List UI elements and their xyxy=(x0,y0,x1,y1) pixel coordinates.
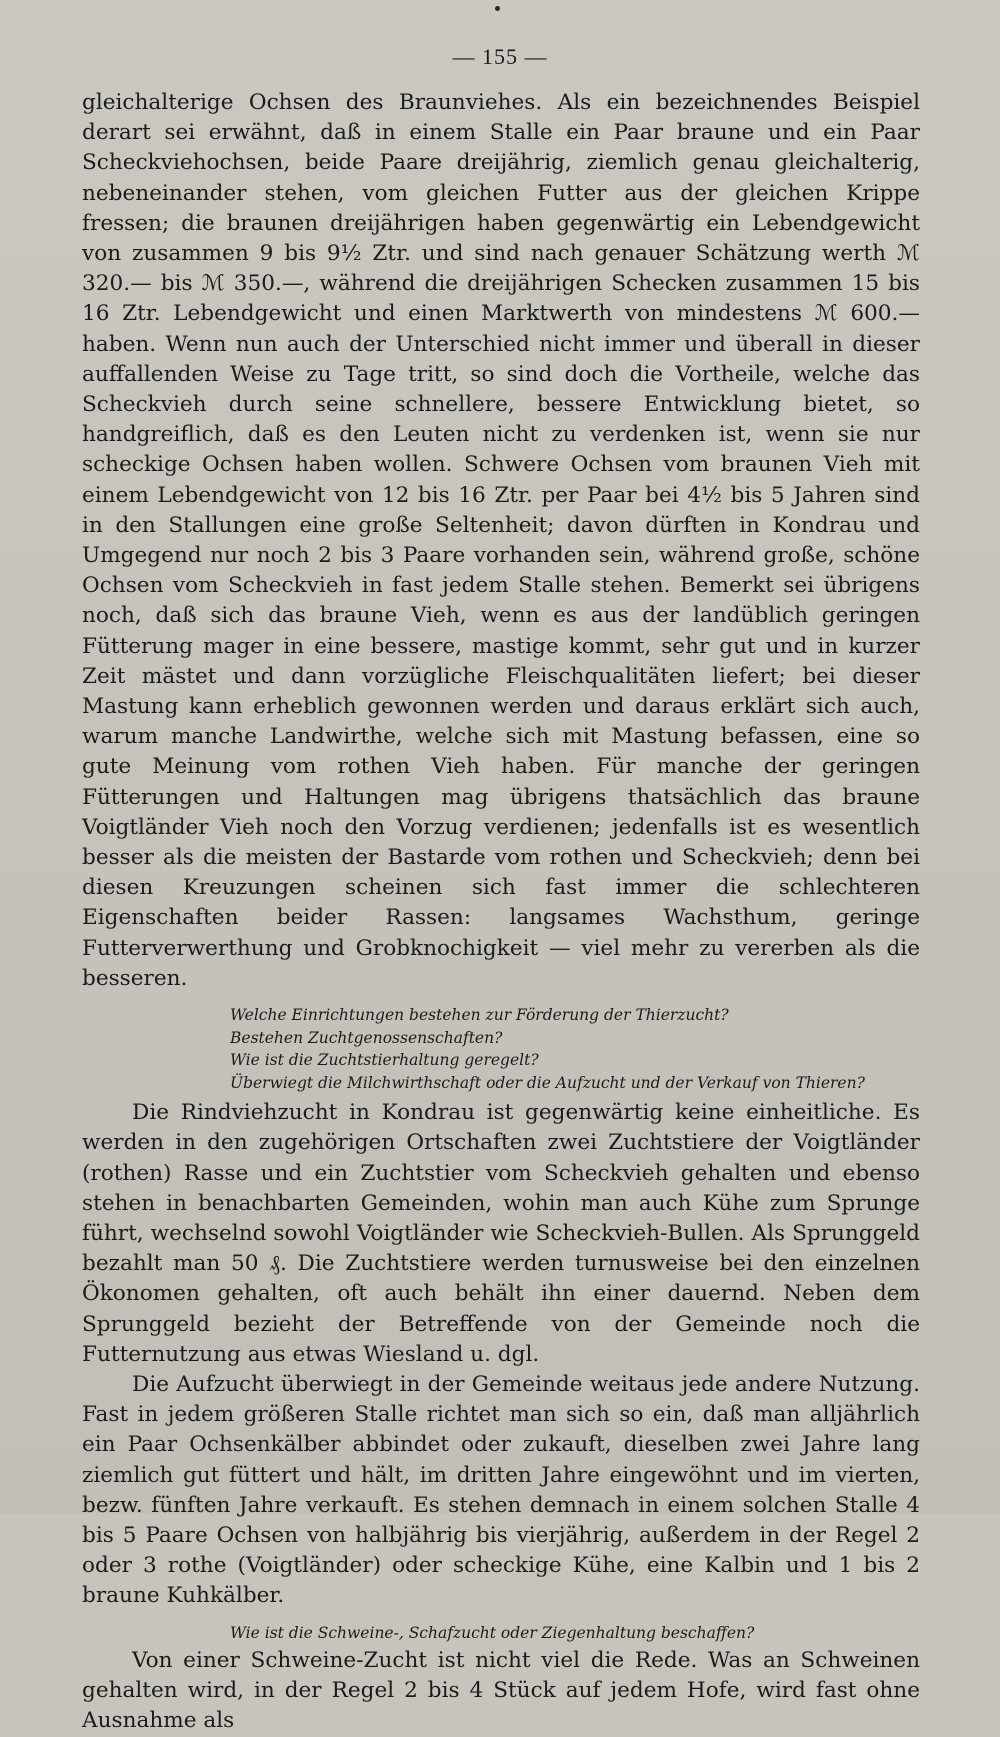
body-text xyxy=(82,88,920,1737)
paragraph-rearing: Die Aufzucht überwiegt in der Gemeinde weitaus jede andere Nutzung. Fast in jedem größeren Stalle richtet man sich so ein, daß man alljährlich ein Paar Ochsenkälber abbindet oder zukauft, dieselben zwei Jahre lang ziemlich gut füttert und hält, im dritten Jahre eingewöhnt und im vierten, bezw. fünften Jahre verkauft. Es stehen demnach in einem solchen Stalle 4 bis 5 Paare Ochsen von halbjährig bis vierjährig, außerdem in der Regel 2 oder 3 rothe (Voigtländer) oder scheckige Kühe, eine Kalbin und 1 bis 2 braune Kuhkälber. xyxy=(82,1371,920,1609)
paragraph-oxen-comparison: gleichalterige Ochsen des Braunviehes. Als ein bezeichnendes Beispiel derart sei erwähnt, daß in einem Stalle ein Paar braune und ein Paar Scheckviehochsen, beide Paare dreijährig, ziemlich genau gleichalterig, nebeneinander stehen, vom gleichen Futter aus der gleichen Krippe fressen; die braunen dreijährigen haben gegenwärtig ein Lebendgewicht von zusammen 9 bis 9½ Ztr. und sind nach genauer Schätzung werth ℳ 320.— bis ℳ 350.—, während die dreijährigen Schecken zusammen 15 bis 16 Ztr. Lebendgewicht und einen Marktwerth von mindestens ℳ 600.— haben. Wenn nun auch der Unterschied nicht immer und überall in dieser auffallenden Weise zu Tage tritt, so sind doch die Vortheile, welche das Scheckvieh durch seine schnellere, bessere Entwicklung bietet, so handgreiflich, daß es den Leuten nicht zu verdenken ist, wenn sie nur scheckige Ochsen haben wollen. Schwere Ochsen vom braunen Vieh mit einem Lebendgewicht von 12 bis 16 Ztr. per Paar bei 4½ bis 5 Jahren sind in den Stallungen eine große Seltenheit; davon dürften in Kondrau und Umgegend nur noch 2 bis 3 Paare vorhanden sein, während große, schöne Ochsen vom Scheckvieh in fast jedem Stalle stehen. Bemerkt sei übrigens noch, daß sich das braune Vieh, wenn es aus der landüblich geringen Fütterung mager in eine bessere, mastige kommt, sehr gut und in kurzer Zeit mästet und dann vorzügliche Fleischqualitäten liefert; bei dieser Mastung kann erheblich gewonnen werden und daraus erklärt sich auch, warum manche Landwirthe, welche sich mit Mastung befassen, eine so gute Meinung vom rothen Vieh haben. Für manche der geringen Fütterungen und Haltungen mag übrigens thatsächlich das braune Voigtländer Vieh noch den Vorzug verdienen; jedenfalls ist es wesentlich besser als die meisten der Bastarde vom rothen und Scheckvieh; denn bei diesen Kreuzungen scheinen sich fast immer die schlechteren Eigenschaften beider Rassen: langsames Wachsthum, geringe Futterverwerthung und Grobknochigkeit — viel mehr zu vererben als die besseren. xyxy=(82,90,920,991)
paragraph-cattle-breeding: Die Rindviehzucht in Kondrau ist gegenwärtig keine einheitliche. Es werden in den zugehörigen Ortschaften zwei Zuchtstiere der Voigtländer (rothen) Rasse und ein Zuchtstier vom Scheckvieh gehalten und ebenso stehen in benachbarten Gemeinden, wohin man auch Kühe zum Sprunge führt, wechselnd sowohl Voigtländer wie Scheckvieh-Bullen. Als Sprunggeld bezahlt man 50 ₰. Die Zuchtstiere werden turnusweise bei den einzelnen Ökonomen gehalten, oft auch behält ihn einer dauernd. Neben dem Sprunggeld bezieht der Betreffende von der Gemeinde noch die Futternutzung aus etwas Wiesland u. dgl. xyxy=(82,1100,920,1367)
question-breeding-bull-keeping: Wie ist die Zuchtstierhaltung geregelt? xyxy=(230,1051,539,1070)
question-dairy-vs-rearing: Überwiegt die Milchwirthschaft oder die Aufzucht und der Verkauf von Thieren? xyxy=(230,1073,865,1092)
question-group-pigs xyxy=(82,1622,920,1645)
paragraph-pig-breeding: Von einer Schweine-Zucht ist nicht viel die Rede. Was an Schweinen gehalten wird, in der Regel 2 bis 4 Stück auf jedem Hofe, wird fast ohne Ausnahme als xyxy=(82,1648,920,1734)
question-pigs-sheep-goats: Wie ist die Schweine-, Schafzucht oder Ziegenhaltung beschaffen? xyxy=(230,1623,755,1642)
question-group-breeding xyxy=(82,1004,920,1094)
page-number: — 155 — xyxy=(452,44,548,69)
question-breeding-cooperatives: Bestehen Zuchtgenossenschaften? xyxy=(230,1028,503,1047)
ink-dot xyxy=(495,6,500,11)
question-breeding-facilities: Welche Einrichtungen bestehen zur Förderung der Thierzucht? xyxy=(230,1006,729,1025)
